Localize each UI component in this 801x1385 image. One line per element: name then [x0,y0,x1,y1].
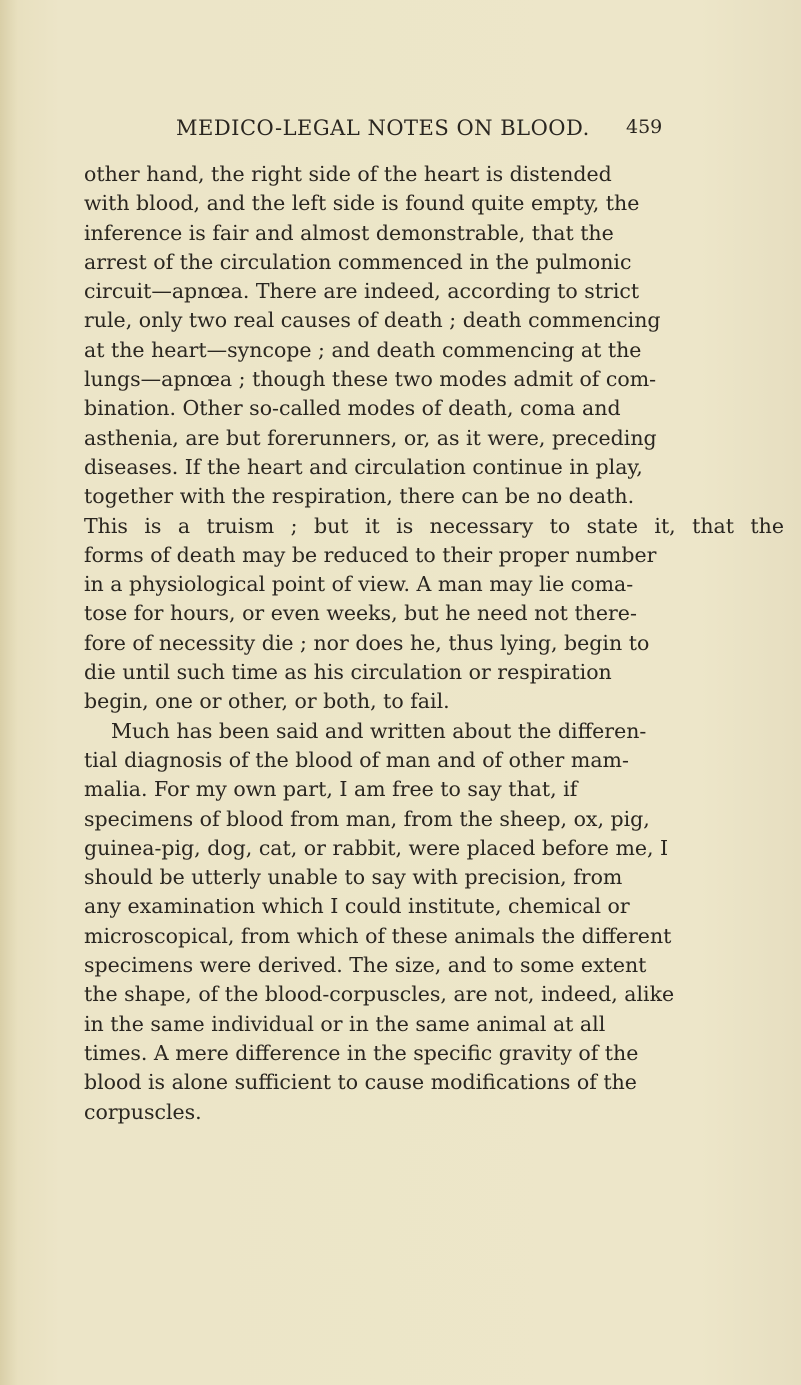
text-line: blood is alone sufficient to cause modifications of the [84,1070,637,1095]
text-line: specimens were derived. The size, and to some extent [84,953,647,978]
page-header [0,116,801,146]
text-line: lungs—apnœa ; though these two modes admit of com- [84,367,657,392]
text-line: begin, one or other, or both, to fail. [84,689,450,714]
text-line: diseases. If the heart and circulation continue in play, [84,454,643,479]
text-line: corpuscles. [84,1099,202,1124]
text-line: forms of death may be reduced to their proper number [84,542,657,567]
text-line: together with the respiration, there can be no death. [84,484,635,509]
running-head: MEDICO-LEGAL NOTES ON BLOOD. [176,116,590,140]
text-line: arrest of the circulation commenced in the pulmonic [84,249,632,274]
body-text [84,160,784,1127]
page-number: 459 [626,116,663,138]
text-line: times. A mere difference in the specific gravity of the [84,1040,639,1065]
text-line: other hand, the right side of the heart is distended [84,162,612,186]
text-line: microscopical, from which of these animals the different [84,923,672,948]
text-line: tial diagnosis of the blood of man and of other mam- [84,747,629,772]
text-line: malia. For my own part, I am free to say that, if [84,777,578,802]
text-line: tose for hours, or even weeks, but he need not there- [84,601,637,626]
text-line: Much has been said and written about the differen- [111,718,647,743]
text-line: bination. Other so-called modes of death, coma and [84,396,621,421]
text-line: guinea-pig, dog, cat, or rabbit, were placed before me, I [84,835,669,860]
text-line: in a physiological point of view. A man may lie coma- [84,572,634,597]
text-line: any examination which I could institute, chemical or [84,894,630,919]
text-line: the shape, of the blood-corpuscles, are not, indeed, alike [84,982,675,1007]
text-line: asthenia, are but forerunners, or, as it were, preceding [84,425,657,450]
text-line: at the heart—syncope ; and death commencing at the [84,337,642,362]
text-line: specimens of blood from man, from the sheep, ox, pig, [84,806,650,831]
text-line: rule, only two real causes of death ; death commencing [84,308,661,333]
text-line: should be utterly unable to say with precision, from [84,865,623,890]
text-line: circuit—apnœa. There are indeed, according to strict [84,279,640,304]
text-line: This is a truism ; but it is necessary to state it, that the [84,513,784,538]
text-line: with blood, and the left side is found quite empty, the [84,191,640,216]
text-line: fore of necessity die ; nor does he, thus lying, begin to [84,630,650,655]
text-line: in the same individual or in the same animal at all [84,1011,606,1036]
text-line: inference is fair and almost demonstrable, that the [84,220,614,245]
text-line: die until such time as his circulation or respiration [84,660,612,685]
